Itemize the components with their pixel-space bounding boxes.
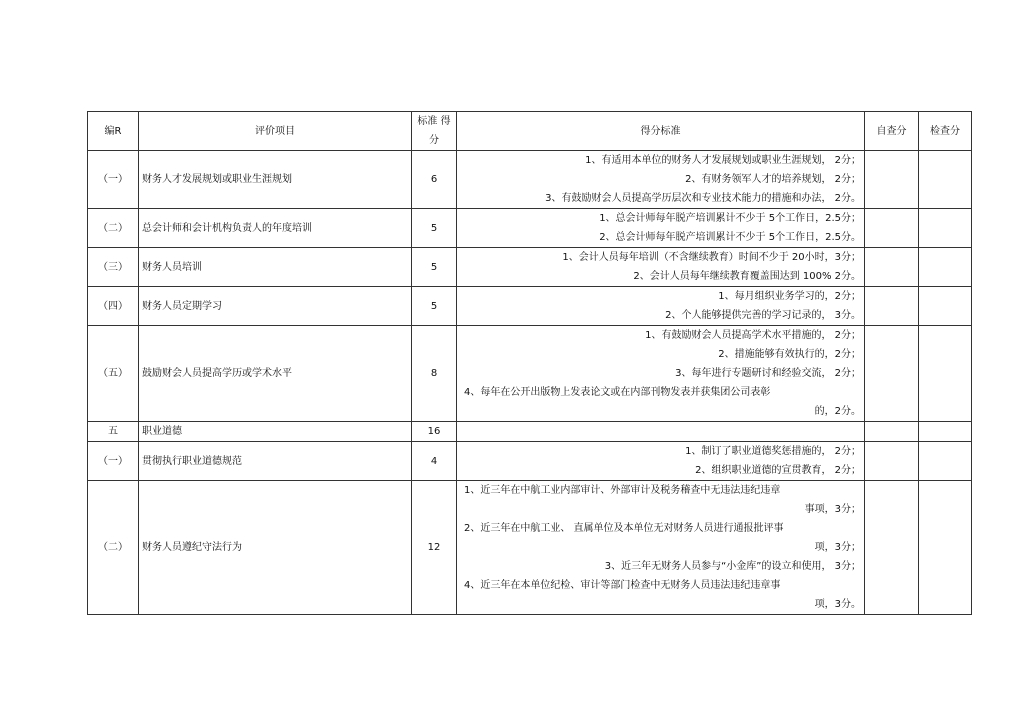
row-self-check[interactable] [865, 209, 919, 248]
row-criteria [457, 422, 865, 442]
criteria-line: 1、制订了职业道德奖惩措施的， 2分； [685, 446, 861, 457]
row-code: 五 [88, 422, 139, 442]
row-item: 财务人员遵纪守法行为 [139, 481, 412, 615]
row-inspect[interactable] [919, 481, 972, 615]
criteria-line: 2、个人能够提供完善的学习记录的， 3分。 [665, 310, 861, 321]
row-item: 职业道德 [139, 422, 412, 442]
criteria-line: 1、有适用本单位的财务人才发展规划或职业生涯规划， 2分； [585, 155, 861, 166]
row-criteria [457, 151, 865, 209]
header-criteria: 得分标准 [457, 112, 865, 151]
row-inspect[interactable] [919, 287, 972, 326]
criteria-line: 事项，3分； [804, 504, 861, 515]
criteria-line: 2、会计人员每年继续教育覆盖围达到 100% 2分。 [633, 271, 861, 282]
header-self-check: 自查分 [865, 112, 919, 151]
table-row [88, 422, 972, 442]
row-score: 5 [412, 287, 457, 326]
row-score: 4 [412, 442, 457, 481]
row-item: 鼓励财会人员提高学历或学术水平 [139, 326, 412, 422]
row-code: （一） [88, 442, 139, 481]
criteria-line: 4、近三年在本单位纪检、审计等部门检查中无财务人员违法违纪违章事 [464, 580, 781, 591]
row-self-check[interactable] [865, 151, 919, 209]
table-row [88, 151, 972, 209]
row-criteria [457, 209, 865, 248]
row-self-check[interactable] [865, 248, 919, 287]
criteria-line: 项，3分。 [814, 599, 861, 610]
criteria-line: 的，2分。 [814, 406, 861, 417]
table-row [88, 442, 972, 481]
criteria-line: 3、每年进行专题研讨和经验交流， 2分； [675, 368, 861, 379]
criteria-line: 1、每月组织业务学习的，2分； [718, 291, 861, 302]
criteria-line: 项，3分； [814, 542, 861, 553]
criteria-line: 1、有鼓励财会人员提高学术水平措施的， 2分； [645, 330, 861, 341]
criteria-line: 2、有财务领军人才的培养规划， 2分； [685, 174, 861, 185]
row-criteria [457, 481, 865, 615]
table-row [88, 287, 972, 326]
table-header-row [88, 112, 972, 151]
criteria-line: 2、总会计师每年脱产培训累计不少于 5个工作日，2.5分。 [599, 232, 861, 243]
row-self-check[interactable] [865, 422, 919, 442]
row-criteria [457, 248, 865, 287]
table-row [88, 481, 972, 615]
row-self-check[interactable] [865, 442, 919, 481]
row-inspect[interactable] [919, 248, 972, 287]
table-row [88, 209, 972, 248]
header-code: 编R [88, 112, 139, 151]
row-item: 财务人员培训 [139, 248, 412, 287]
header-score [412, 112, 457, 151]
row-self-check[interactable] [865, 287, 919, 326]
criteria-line: 1、会计人员每年培训（不含继续教育）时间不少于 20小时，3分； [562, 252, 861, 263]
row-code: （二） [88, 209, 139, 248]
row-code: （二） [88, 481, 139, 615]
row-score: 12 [412, 481, 457, 615]
header-score-line1: 标准 得 [417, 116, 451, 127]
row-score: 16 [412, 422, 457, 442]
header-item: 评价项目 [139, 112, 412, 151]
row-item: 财务人员定期学习 [139, 287, 412, 326]
row-criteria [457, 442, 865, 481]
row-self-check[interactable] [865, 481, 919, 615]
criteria-line: 1、总会计师每年脱产培训累计不少于 5个工作日，2.5分； [599, 213, 861, 224]
evaluation-table [87, 111, 972, 615]
criteria-line: 3、近三年无财务人员参与“小金库”的设立和使用， 3分； [604, 561, 861, 572]
row-score: 5 [412, 209, 457, 248]
row-inspect[interactable] [919, 422, 972, 442]
row-code: （四） [88, 287, 139, 326]
row-item: 总会计师和会计机构负责人的年度培训 [139, 209, 412, 248]
criteria-line: 1、近三年在中航工业内部审计、外部审计及税务稽查中无违法违纪违章 [464, 485, 781, 496]
header-inspect: 检查分 [919, 112, 972, 151]
row-item: 贯彻执行职业道德规范 [139, 442, 412, 481]
row-code: （一） [88, 151, 139, 209]
row-inspect[interactable] [919, 442, 972, 481]
table-row [88, 326, 972, 422]
header-score-line2: 分 [429, 135, 439, 146]
row-inspect[interactable] [919, 209, 972, 248]
criteria-line: 3、有鼓励财会人员提高学历层次和专业技术能力的措施和办法， 2分。 [545, 193, 861, 204]
row-score: 6 [412, 151, 457, 209]
row-score: 5 [412, 248, 457, 287]
row-inspect[interactable] [919, 151, 972, 209]
row-inspect[interactable] [919, 326, 972, 422]
row-self-check[interactable] [865, 326, 919, 422]
row-score: 8 [412, 326, 457, 422]
row-criteria [457, 326, 865, 422]
criteria-line: 2、措施能够有效执行的，2分； [718, 349, 861, 360]
criteria-line: 2、近三年在中航工业、 直属单位及本单位无对财务人员进行通报批评事 [464, 523, 784, 534]
row-code: （三） [88, 248, 139, 287]
table-row [88, 248, 972, 287]
row-criteria [457, 287, 865, 326]
criteria-line: 2、组织职业道德的宣贯教育， 2分； [695, 465, 861, 476]
criteria-line: 4、每年在公开出版物上发表论文或在内部刊物发表并获集团公司表彰 [464, 387, 771, 398]
row-code: （五） [88, 326, 139, 422]
row-item: 财务人才发展规划或职业生涯规划 [139, 151, 412, 209]
